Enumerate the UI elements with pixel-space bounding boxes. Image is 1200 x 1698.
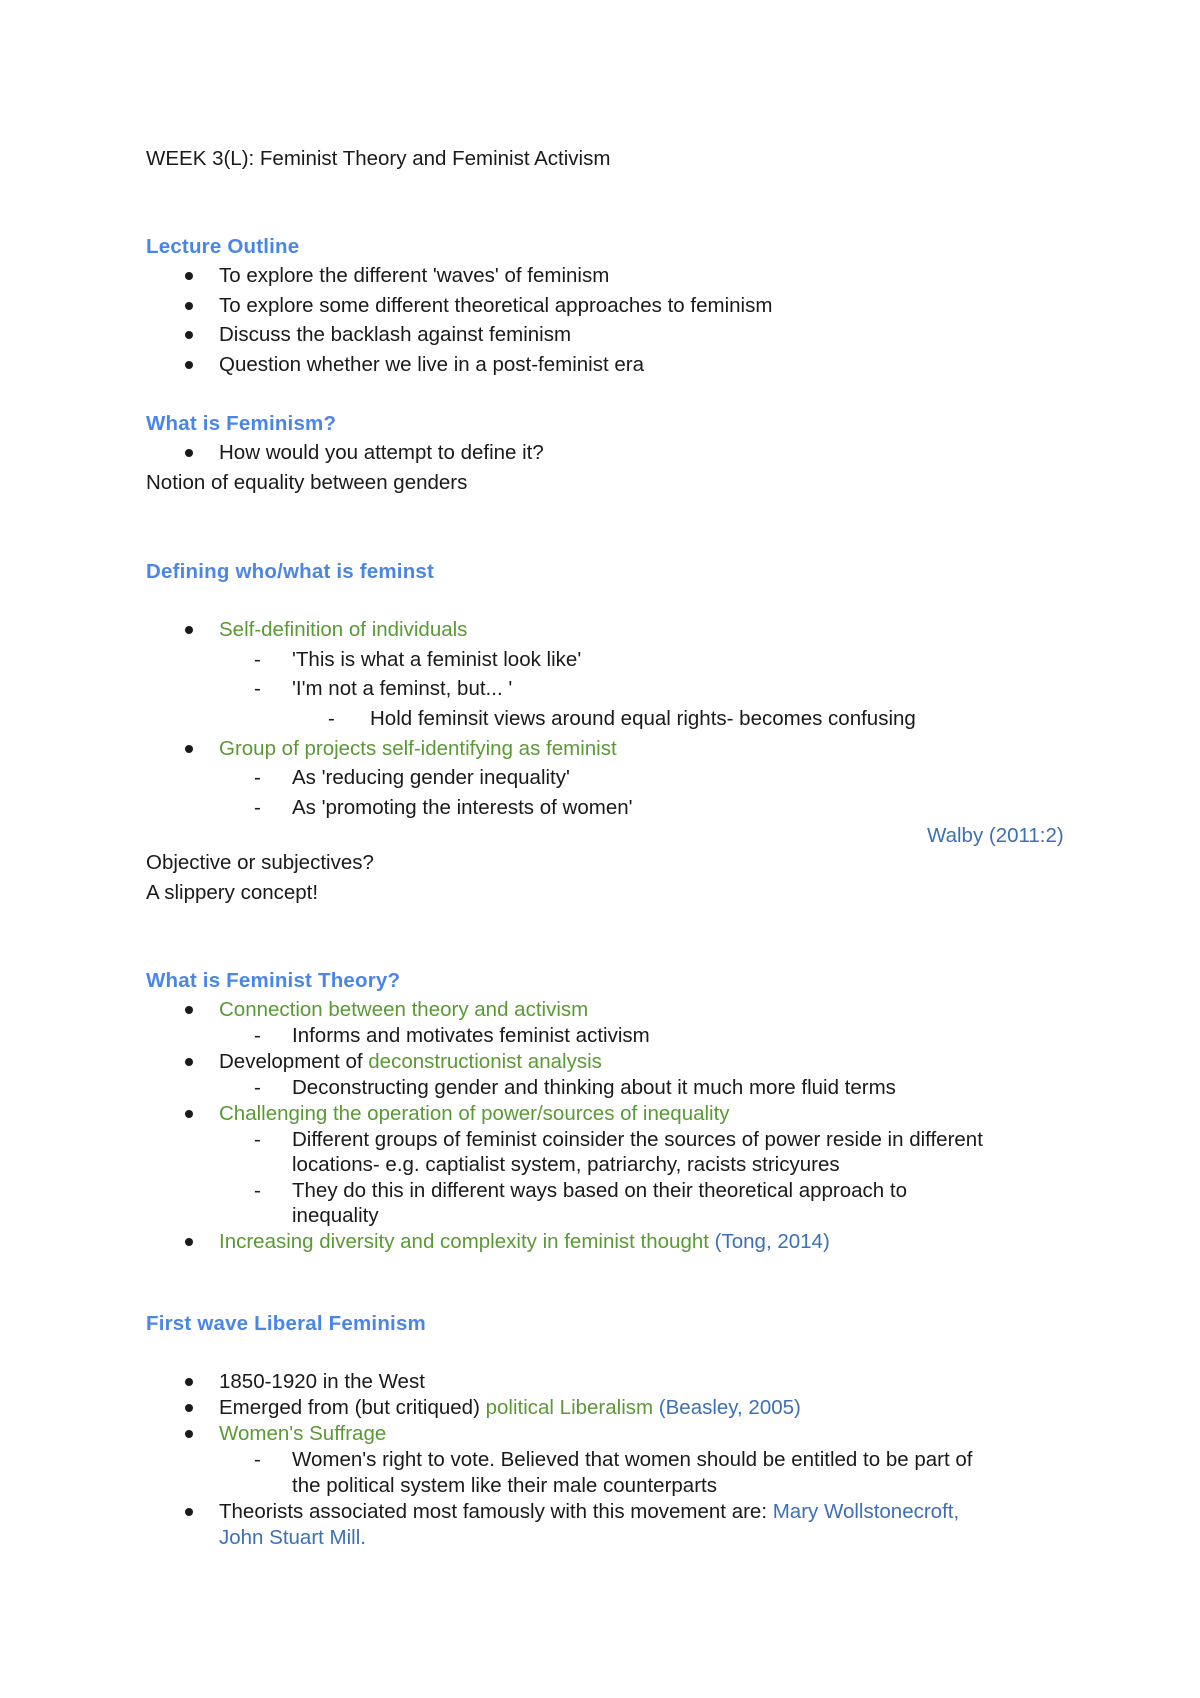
list-subitem: Hold feminsit views around equal rights- becomes confusing [370,707,916,730]
bullet-icon [185,1110,193,1118]
bullet-icon [185,449,193,457]
dash-icon: - [254,648,261,671]
dash-icon: - [254,796,261,819]
bullet-icon [185,302,193,310]
list-item: 1850-1920 in the West [219,1370,425,1393]
list-item [219,1050,602,1074]
list-item: Women's Suffrage [219,1422,387,1445]
list-subitem: Women's right to vote. Believed that women should be entitled to be part of [292,1448,973,1471]
list-item: Connection between theory and activism [219,998,589,1021]
list-item: Self-definition of individuals [219,618,468,641]
bullet-icon [185,272,193,280]
highlight-span: Increasing diversity and complexity in feminist thought [219,1230,709,1253]
highlight-span: deconstructionist analysis [368,1050,602,1073]
bullet-icon [185,331,193,339]
citation: Walby (2011:2) [927,824,1064,847]
dash-icon: - [254,1448,261,1471]
bullet-icon [185,1508,193,1516]
dash-icon: - [254,1179,261,1202]
list-subitem: They do this in different ways based on their theoretical approach to [292,1179,907,1202]
bullet-icon [185,745,193,753]
bullet-icon [185,1238,193,1246]
dash-icon: - [254,677,261,700]
dash-icon: - [254,1024,261,1047]
list-subitem: As 'promoting the interests of women' [292,796,633,819]
section-heading-lecture-outline: Lecture Outline [146,235,300,258]
bullet-icon [185,1006,193,1014]
list-subitem-continuation: locations- e.g. captialist system, patriarchy, racists stricyures [292,1153,840,1176]
paragraph: A slippery concept! [146,881,319,904]
citation-span: (Tong, 2014) [708,1230,830,1253]
text-span: Theorists associated most famously with this movement are: [219,1500,773,1523]
text-span: Development of [219,1050,369,1073]
bullet-icon [185,1404,193,1412]
dash-icon: - [254,766,261,789]
dash-icon: - [328,707,335,730]
dash-icon: - [254,1076,261,1099]
section-heading-first-wave: First wave Liberal Feminism [146,1312,426,1335]
list-item [219,1500,959,1524]
list-subitem: As 'reducing gender inequality' [292,766,570,789]
list-item: Question whether we live in a post-feminist era [219,353,645,376]
highlight-span: political Liberalism [485,1396,654,1419]
list-subitem: 'I'm not a feminst, but... ' [292,677,513,700]
list-subitem: Informs and motivates feminist activism [292,1024,650,1047]
bullet-icon [185,1058,193,1066]
list-item: Discuss the backlash against feminism [219,323,572,346]
list-item-continuation: John Stuart Mill. [219,1526,366,1549]
list-item: How would you attempt to define it? [219,441,544,464]
bullet-icon [185,361,193,369]
bullet-icon [185,1378,193,1386]
list-item [219,1396,801,1420]
citation-span: (Beasley, 2005) [653,1396,801,1419]
list-item [219,1230,830,1254]
section-heading-feminist-theory: What is Feminist Theory? [146,969,401,992]
list-item: To explore the different 'waves' of feminism [219,264,610,287]
citation-span: Mary Wollstonecroft, [772,1500,960,1523]
list-subitem-continuation: inequality [292,1204,379,1227]
section-heading-defining: Defining who/what is feminst [146,560,435,583]
bullet-icon [185,1430,193,1438]
dash-icon: - [254,1128,261,1151]
list-item: To explore some different theoretical approaches to feminism [219,294,773,317]
list-item: Group of projects self-identifying as feminist [219,737,617,760]
section-heading-what-is-feminism: What is Feminism? [146,412,337,435]
list-subitem: 'This is what a feminist look like' [292,648,582,671]
text-span: Emerged from (but critiqued) [219,1396,486,1419]
list-item: Challenging the operation of power/sources of inequality [219,1102,730,1125]
list-subitem: Different groups of feminist coinsider the sources of power reside in different [292,1128,983,1151]
list-subitem-continuation: the political system like their male counterparts [292,1474,717,1497]
list-subitem: Deconstructing gender and thinking about it much more fluid terms [292,1076,896,1099]
paragraph: Notion of equality between genders [146,471,468,494]
document-title: WEEK 3(L): Feminist Theory and Feminist Activism [146,147,611,170]
paragraph: Objective or subjectives? [146,851,374,874]
bullet-icon [185,626,193,634]
